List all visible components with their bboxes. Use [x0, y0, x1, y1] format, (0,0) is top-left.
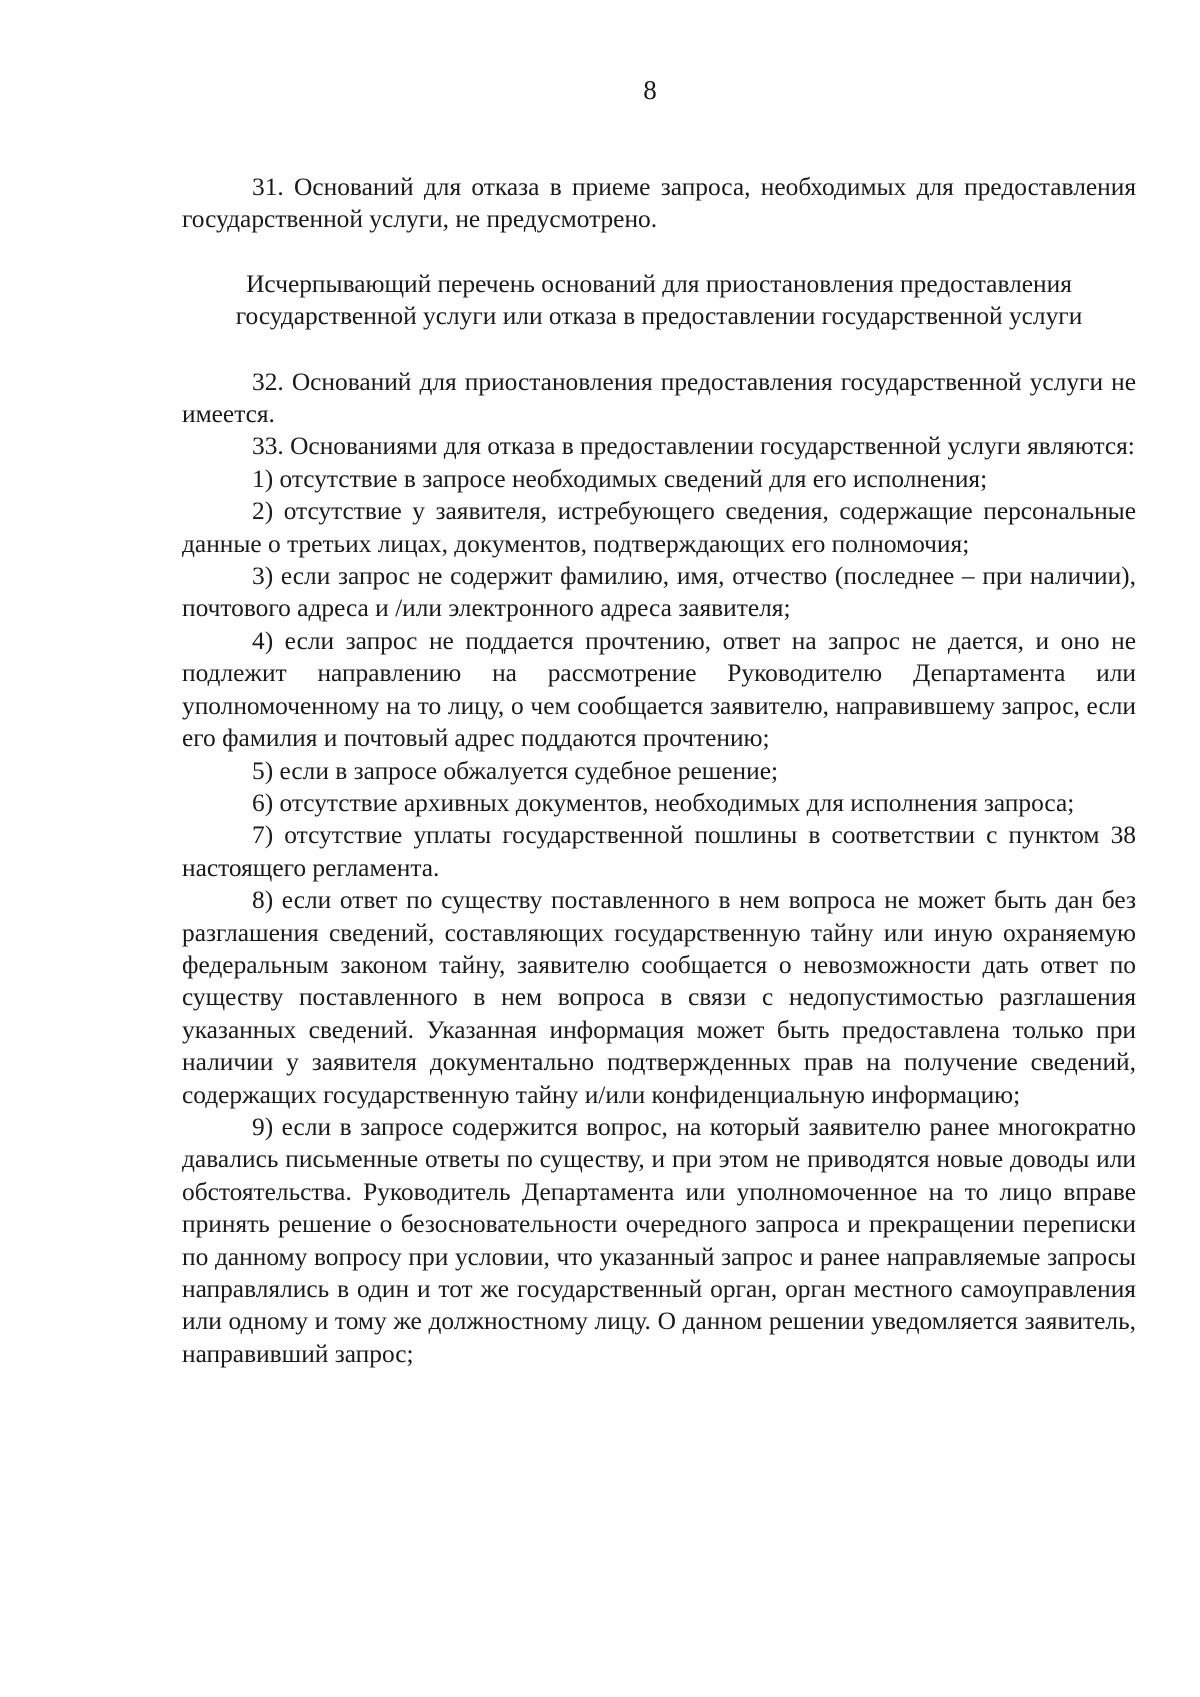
paragraph-33: 33. Основаниями для отказа в предоставлении государственной услуги являются:: [252, 432, 1135, 461]
list-item-9: 9) если в запросе содержится вопрос, на который заявителю ранее многократно давались письменные ответы по существу, и при этом не приводятся новые доводы или обстоятельства. Руководитель Департамента или уполномоченное на то лицо вправе принять решение о безосновательности очередного запроса и прекращении переписки по данному вопросу при условии, что указанный запрос и ранее направляемые запросы направлялись в один и тот же государственный орган, орган местного самоуправления или одному и тому же должностному лицу. О данном решении уведомляется заявитель, направивший запрос;: [182, 1112, 1136, 1368]
list-item-3: 3) если запрос не содержит фамилию, имя, отчество (последнее – при наличии), почтового адреса и /или электронного адреса заявителя;: [182, 562, 1136, 623]
list-item-4: 4) если запрос не поддается прочтению, ответ на запрос не дается, и оно не подлежит направлению на рассмотрение Руководителю Департамента или уполномоченному на то лицу, о чем сообщается заявителю, направившему запрос, если его фамилия и почтовый адрес поддаются прочтению;: [182, 626, 1136, 753]
list-item-5: 5) если в запросе обжалуется судебное решение;: [252, 756, 779, 785]
section-heading: Исчерпывающий перечень оснований для приостановления предоставления государственной услуги или отказа в предоставлении государственной услуги: [235, 269, 1083, 331]
page-number: 8: [643, 75, 657, 105]
spacer: [182, 333, 1136, 366]
list-item-1: 1) отсутствие в запросе необходимых сведений для его исполнения;: [252, 464, 988, 493]
paragraph-31: 31. Оснований для отказа в приеме запроса, необходимых для предоставления государственной услуги, не предусмотрено.: [182, 173, 1136, 234]
spacer: [182, 236, 1136, 268]
list-item-6: 6) отсутствие архивных документов, необходимых для исполнения запроса;: [252, 788, 1075, 817]
document-body: [182, 171, 1136, 1370]
list-item-2: 2) отсутствие у заявителя, истребующего сведения, содержащие персональные данные о третьих лицах, документов, подтверждающих его полномочия;: [182, 497, 1136, 558]
list-item-7: 7) отсутствие уплаты государственной пошлины в соответствии с пунктом 38 настоящего регламента.: [182, 821, 1136, 882]
list-item-8: 8) если ответ по существу поставленного в нем вопроса не может быть дан без разглашения сведений, составляющих государственную тайну или иную охраняемую федеральным законом тайну, заявителю сообщается о невозможности дать ответ по существу поставленного в нем вопроса в связи с недопустимостью разглашения указанных сведений. Указанная информация может быть предоставлена только при наличии у заявителя документально подтвержденных прав на получение сведений, содержащих государственную тайну и/или конфиденциальную информацию;: [182, 886, 1136, 1109]
paragraph-32: 32. Оснований для приостановления предоставления государственной услуги не имеется.: [182, 367, 1136, 429]
